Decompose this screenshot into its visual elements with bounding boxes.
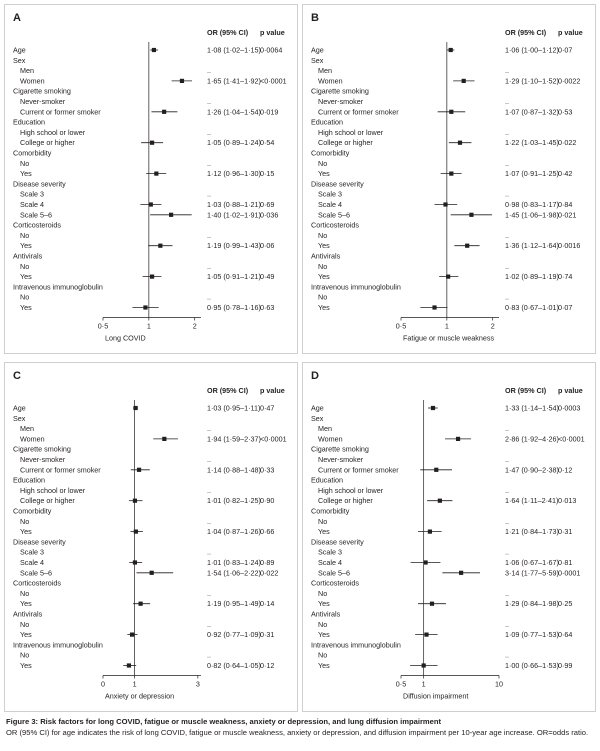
- row-or: 0·98 (0·83–1·17): [505, 200, 559, 209]
- row-label: Yes: [20, 272, 32, 282]
- row-label: College or higher: [20, 496, 75, 506]
- row-label: Scale 5–6: [318, 210, 350, 220]
- estimate-marker: [430, 602, 434, 606]
- forest-plot-b: [303, 5, 597, 355]
- row-label: Corticosteroids: [13, 578, 61, 588]
- row-or: 1·08 (1·02–1·15): [207, 45, 261, 55]
- x-tick-label: 0: [101, 679, 105, 689]
- row-p-value: 0·64: [558, 630, 573, 640]
- row-label: Corticosteroids: [311, 220, 359, 230]
- row-or: 1·65 (1·41–1·92): [207, 76, 261, 86]
- row-or: 1·12 (0·96–1·30): [207, 169, 261, 179]
- row-or: ..: [207, 424, 211, 434]
- row-or: ..: [505, 292, 509, 302]
- row-or: 1·01 (0·83–1·24): [207, 558, 261, 567]
- panel-d: [302, 362, 596, 712]
- row-label: Comorbidity: [311, 148, 350, 158]
- row-or: ..: [505, 619, 509, 629]
- row-p-value: 0·06: [260, 241, 275, 251]
- estimate-marker: [428, 530, 432, 534]
- x-axis-label: Anxiety or depression: [105, 691, 175, 701]
- row-p-value: 0·63: [260, 303, 275, 312]
- panel-b: [302, 4, 596, 354]
- row-label: Scale 5–6: [318, 568, 350, 578]
- header-p: p value: [260, 28, 285, 37]
- row-or: 1·03 (0·95–1·11): [207, 403, 261, 413]
- row-label: Men: [20, 424, 34, 434]
- row-label: No: [318, 292, 328, 302]
- x-tick-label: 2: [490, 321, 495, 331]
- figure-note: OR (95% CI) for age indicates the risk of long COVID, fatigue or muscle weakness, anxiety or depression, and diffusion impairment per 10-year age increase. OR=odds ratio.: [6, 728, 589, 737]
- row-or: ..: [207, 158, 211, 168]
- row-or: 1·01 (0·82–1·25): [207, 496, 261, 506]
- row-label: Education: [311, 117, 343, 127]
- forest-plot-d: [303, 363, 597, 713]
- row-p-value: 0·0003: [558, 403, 581, 413]
- row-or: 1·07 (0·91–1·25): [505, 169, 559, 179]
- row-label: Yes: [318, 272, 330, 282]
- row-label: Corticosteroids: [13, 220, 61, 230]
- x-tick-label: 2: [192, 321, 197, 331]
- row-label: Current or former smoker: [20, 465, 101, 475]
- row-or: 1·29 (0·84–1·98): [505, 599, 559, 609]
- row-or: 1·33 (1·14–1·54): [505, 403, 559, 413]
- row-label: Corticosteroids: [311, 578, 359, 588]
- row-label: Sex: [13, 55, 26, 65]
- estimate-marker: [149, 202, 153, 206]
- row-p-value: 0·90: [260, 496, 275, 506]
- row-or: ..: [207, 127, 211, 137]
- row-label: No: [20, 619, 30, 629]
- row-or: ..: [505, 66, 509, 76]
- row-or: 3·14 (1·77–5·59): [505, 568, 559, 578]
- row-or: 0·92 (0·77–1·09): [207, 630, 261, 640]
- row-label: Yes: [20, 527, 32, 537]
- row-label: Antivirals: [13, 251, 43, 261]
- row-or: ..: [207, 650, 211, 660]
- row-label: Education: [13, 117, 45, 127]
- row-p-value: <0·0001: [260, 76, 287, 86]
- row-label: Scale 3: [20, 189, 44, 199]
- row-label: Scale 4: [318, 200, 342, 209]
- estimate-marker: [431, 406, 435, 410]
- row-or: 0·83 (0·67–1·01): [505, 303, 559, 312]
- row-or: 1·47 (0·90–2·38): [505, 465, 559, 475]
- row-p-value: 0·15: [260, 169, 275, 179]
- row-p-value: 0·81: [558, 558, 573, 567]
- panel-letter: B: [311, 12, 319, 24]
- row-label: Age: [311, 403, 324, 413]
- estimate-marker: [134, 530, 138, 534]
- row-label: No: [318, 588, 328, 598]
- row-label: Women: [20, 434, 45, 444]
- estimate-marker: [137, 468, 141, 472]
- panel-a: [4, 4, 298, 354]
- caption-title-line: [6, 716, 596, 727]
- estimate-marker: [133, 560, 137, 564]
- estimate-marker: [162, 110, 166, 114]
- row-or: ..: [505, 455, 509, 464]
- row-or: ..: [207, 261, 211, 271]
- row-label: Antivirals: [311, 609, 341, 619]
- row-or: 1·04 (0·87–1·26): [207, 527, 261, 537]
- row-or: ..: [207, 230, 211, 240]
- row-label: No: [318, 158, 328, 168]
- row-label: Yes: [20, 599, 32, 609]
- row-or: 1·06 (0·67–1·67): [505, 558, 559, 567]
- row-p-value: 0·013: [558, 496, 577, 506]
- row-label: Disease severity: [311, 179, 364, 189]
- forest-plot-a: [5, 5, 299, 355]
- estimate-marker: [143, 305, 147, 309]
- row-label: Women: [318, 76, 343, 86]
- row-or: 1·05 (0·91–1·21): [207, 272, 261, 282]
- row-label: Yes: [318, 303, 330, 312]
- row-or: ..: [207, 547, 211, 557]
- row-label: No: [318, 516, 328, 526]
- row-or: ..: [207, 455, 211, 464]
- row-label: Men: [20, 66, 34, 76]
- row-label: Scale 5–6: [20, 568, 52, 578]
- row-label: Never-smoker: [318, 455, 364, 464]
- row-p-value: 0·42: [558, 169, 573, 179]
- row-p-value: 0·31: [260, 630, 275, 640]
- row-label: Men: [318, 424, 332, 434]
- row-label: Never-smoker: [318, 97, 364, 106]
- row-p-value: 0·019: [260, 107, 279, 117]
- row-or: 2·86 (1·92–4·26): [505, 434, 559, 444]
- row-or: 1·54 (1·06–2·22): [207, 568, 261, 578]
- row-p-value: 0·54: [260, 138, 275, 148]
- panel-letter: D: [311, 370, 319, 382]
- header-or: OR (95% CI): [207, 386, 249, 395]
- header-or: OR (95% CI): [505, 28, 547, 37]
- row-label: No: [20, 261, 30, 271]
- row-p-value: 0·25: [558, 599, 573, 609]
- row-label: Yes: [318, 661, 330, 670]
- row-or: ..: [505, 189, 509, 199]
- row-or: ..: [505, 127, 509, 137]
- row-or: 1·00 (0·66–1·53): [505, 661, 559, 670]
- row-p-value: 0·12: [260, 661, 275, 670]
- row-or: 1·02 (0·89–1·19): [505, 272, 559, 282]
- row-label: Women: [20, 76, 45, 86]
- row-p-value: 0·12: [558, 465, 573, 475]
- estimate-marker: [422, 663, 426, 667]
- row-label: Yes: [318, 527, 330, 537]
- row-label: Antivirals: [13, 609, 43, 619]
- estimate-marker: [456, 437, 460, 441]
- row-label: Scale 4: [20, 558, 44, 567]
- row-or: 1·45 (1·06–1·98): [505, 210, 559, 220]
- row-label: No: [20, 158, 30, 168]
- row-label: Age: [311, 45, 324, 55]
- row-label: Intravenous immunoglobulin: [13, 640, 103, 650]
- row-p-value: 0·99: [558, 661, 573, 670]
- x-tick-label: 1: [146, 321, 151, 331]
- row-label: Yes: [318, 630, 330, 640]
- row-label: No: [318, 230, 328, 240]
- row-label: High school or lower: [20, 485, 86, 495]
- row-label: Disease severity: [13, 537, 66, 547]
- estimate-marker: [154, 172, 158, 176]
- estimate-marker: [465, 244, 469, 248]
- row-or: 1·14 (0·88–1·48): [207, 465, 261, 475]
- header-p: p value: [558, 386, 583, 395]
- row-label: Current or former smoker: [20, 107, 101, 117]
- row-label: Age: [13, 403, 26, 413]
- row-label: Education: [311, 475, 343, 485]
- row-p-value: 0·0016: [558, 241, 581, 251]
- row-or: 1·07 (0·87–1·32): [505, 107, 559, 117]
- row-label: Comorbidity: [13, 148, 52, 158]
- row-or: 1·40 (1·02–1·91): [207, 210, 261, 220]
- estimate-marker: [180, 79, 184, 83]
- row-p-value: 0·14: [260, 599, 275, 609]
- row-or: ..: [505, 158, 509, 168]
- forest-plot-c: [5, 363, 299, 713]
- row-or: ..: [505, 650, 509, 660]
- estimate-marker: [152, 48, 156, 52]
- x-tick-label: 0·5: [395, 679, 407, 689]
- estimate-marker: [158, 244, 162, 248]
- row-label: No: [20, 588, 30, 598]
- x-axis-label: Fatigue or muscle weakness: [403, 333, 495, 343]
- estimate-marker: [133, 499, 137, 503]
- row-label: Scale 5–6: [20, 210, 52, 220]
- row-or: 1·05 (0·89–1·24): [207, 138, 261, 148]
- row-label: Comorbidity: [311, 506, 350, 516]
- row-label: Disease severity: [311, 537, 364, 547]
- row-p-value: 0·0001: [558, 568, 581, 578]
- row-p-value: 0·036: [260, 210, 279, 220]
- row-or: 1·22 (1·03–1·45): [505, 138, 559, 148]
- row-label: Comorbidity: [13, 506, 52, 516]
- x-axis-label: Long COVID: [105, 333, 146, 343]
- row-or: 1·26 (1·04–1·54): [207, 107, 261, 117]
- row-or: ..: [207, 588, 211, 598]
- row-label: No: [20, 516, 30, 526]
- row-or: ..: [207, 292, 211, 302]
- row-or: ..: [207, 619, 211, 629]
- row-label: Current or former smoker: [318, 465, 399, 475]
- row-p-value: 0·0022: [558, 76, 581, 86]
- row-label: No: [20, 292, 30, 302]
- figure-caption: [6, 716, 596, 738]
- row-or: 1·29 (1·10–1·52): [505, 76, 559, 86]
- estimate-marker: [424, 633, 428, 637]
- estimate-marker: [130, 633, 134, 637]
- row-label: Never-smoker: [20, 97, 66, 106]
- figure-title: Risk factors for long COVID, fatigue or muscle weakness, anxiety or depression, and lung diffusion impairment: [40, 717, 442, 726]
- row-label: Yes: [20, 630, 32, 640]
- row-or: 1·06 (1·00–1·12): [505, 45, 559, 55]
- row-label: Intravenous immunoglobulin: [311, 640, 401, 650]
- row-label: Cigarette smoking: [311, 444, 369, 454]
- row-or: ..: [207, 66, 211, 76]
- panel-c: [4, 362, 298, 712]
- row-label: No: [20, 650, 30, 660]
- header-p: p value: [260, 386, 285, 395]
- row-p-value: 0·49: [260, 272, 275, 282]
- row-label: Intravenous immunoglobulin: [13, 282, 103, 292]
- row-label: Current or former smoker: [318, 107, 399, 117]
- row-label: Yes: [318, 241, 330, 251]
- header-or: OR (95% CI): [505, 386, 547, 395]
- x-tick-label: 1: [421, 679, 426, 689]
- row-p-value: 0·07: [558, 303, 573, 312]
- row-p-value: 0·07: [558, 45, 573, 55]
- x-tick-label: 10: [495, 679, 503, 689]
- x-tick-label: 1: [444, 321, 449, 331]
- header-or: OR (95% CI): [207, 28, 249, 37]
- x-axis-label: Diffusion impairment: [403, 691, 469, 701]
- row-label: Scale 3: [318, 189, 342, 199]
- row-p-value: <0·0001: [558, 434, 585, 444]
- row-label: Yes: [318, 599, 330, 609]
- row-label: Yes: [20, 303, 32, 312]
- row-or: ..: [207, 485, 211, 495]
- header-p: p value: [558, 28, 583, 37]
- row-label: High school or lower: [318, 485, 384, 495]
- row-label: Education: [13, 475, 45, 485]
- row-label: No: [318, 261, 328, 271]
- row-or: ..: [505, 424, 509, 434]
- row-label: Cigarette smoking: [13, 86, 71, 96]
- row-label: Women: [318, 434, 343, 444]
- row-label: Yes: [20, 241, 32, 251]
- row-or: 1·36 (1·12–1·64): [505, 241, 559, 251]
- row-p-value: 0·53: [558, 107, 573, 117]
- row-p-value: 0·022: [558, 138, 577, 148]
- row-label: Yes: [20, 169, 32, 179]
- row-label: College or higher: [318, 138, 373, 148]
- row-label: Sex: [311, 413, 324, 423]
- estimate-marker: [438, 499, 442, 503]
- x-tick-label: 1: [132, 679, 137, 689]
- row-or: ..: [207, 97, 211, 106]
- row-p-value: 0·33: [260, 465, 275, 475]
- row-or: ..: [207, 189, 211, 199]
- estimate-marker: [423, 560, 427, 564]
- estimate-marker: [449, 110, 453, 114]
- row-p-value: 0·74: [558, 272, 573, 282]
- row-or: 1·21 (0·84–1·73): [505, 527, 559, 537]
- x-tick-label: 3: [195, 679, 200, 689]
- row-or: ..: [505, 485, 509, 495]
- row-or: ..: [207, 516, 211, 526]
- row-or: ..: [505, 516, 509, 526]
- row-or: ..: [505, 588, 509, 598]
- estimate-marker: [169, 213, 173, 217]
- row-label: No: [318, 619, 328, 629]
- row-label: No: [318, 650, 328, 660]
- row-label: Scale 3: [318, 547, 342, 557]
- x-tick-label: 0·5: [97, 321, 109, 331]
- estimate-marker: [458, 141, 462, 145]
- estimate-marker: [150, 571, 154, 575]
- row-or: ..: [505, 547, 509, 557]
- row-label: Antivirals: [311, 251, 341, 261]
- estimate-marker: [127, 663, 131, 667]
- row-or: 1·09 (0·77–1·53): [505, 630, 559, 640]
- row-label: Sex: [311, 55, 324, 65]
- estimate-marker: [446, 275, 450, 279]
- row-label: College or higher: [318, 496, 373, 506]
- estimate-marker: [139, 602, 143, 606]
- row-p-value: 0·31: [558, 527, 573, 537]
- row-or: 1·64 (1·11–2·41): [505, 496, 559, 506]
- row-or: 1·03 (0·88–1·21): [207, 200, 261, 209]
- row-or: 0·95 (0·78–1·16): [207, 303, 261, 312]
- row-label: No: [20, 230, 30, 240]
- row-p-value: 0·021: [558, 210, 577, 220]
- row-p-value: 0·66: [260, 527, 275, 537]
- estimate-marker: [449, 172, 453, 176]
- row-label: Disease severity: [13, 179, 66, 189]
- row-label: Age: [13, 45, 26, 55]
- row-label: Yes: [20, 661, 32, 670]
- row-label: Cigarette smoking: [311, 86, 369, 96]
- row-or: 1·19 (0·99–1·43): [207, 241, 261, 251]
- row-or: 1·94 (1·59–2·37): [207, 434, 261, 444]
- row-label: Intravenous immunoglobulin: [311, 282, 401, 292]
- row-label: High school or lower: [318, 127, 384, 137]
- figure-label: Figure 3:: [6, 717, 39, 726]
- panel-letter: C: [13, 370, 21, 382]
- row-p-value: 0·89: [260, 558, 275, 567]
- row-label: Scale 4: [20, 200, 44, 209]
- row-or: ..: [505, 97, 509, 106]
- row-label: Scale 4: [318, 558, 342, 567]
- row-p-value: 0·022: [260, 568, 279, 578]
- row-label: Cigarette smoking: [13, 444, 71, 454]
- x-tick-label: 0·5: [395, 321, 407, 331]
- row-label: Men: [318, 66, 332, 76]
- row-p-value: <0·0001: [260, 434, 287, 444]
- row-p-value: 0·69: [260, 200, 275, 209]
- estimate-marker: [434, 468, 438, 472]
- row-or: 0·82 (0·64–1·05): [207, 661, 261, 670]
- estimate-marker: [469, 213, 473, 217]
- row-or: ..: [505, 230, 509, 240]
- estimate-marker: [133, 406, 137, 410]
- estimate-marker: [150, 275, 154, 279]
- estimate-marker: [432, 305, 436, 309]
- panel-letter: A: [13, 12, 21, 24]
- row-p-value: 0·47: [260, 403, 275, 413]
- estimate-marker: [162, 437, 166, 441]
- row-label: High school or lower: [20, 127, 86, 137]
- row-label: Never-smoker: [20, 455, 66, 464]
- row-or: ..: [505, 261, 509, 271]
- row-label: Yes: [318, 169, 330, 179]
- estimate-marker: [449, 48, 453, 52]
- estimate-marker: [459, 571, 463, 575]
- row-label: Sex: [13, 413, 26, 423]
- row-p-value: 0·84: [558, 200, 573, 209]
- estimate-marker: [462, 79, 466, 83]
- row-or: 1·19 (0·95–1·49): [207, 599, 261, 609]
- estimate-marker: [150, 141, 154, 145]
- row-p-value: 0·0064: [260, 45, 283, 55]
- estimate-marker: [443, 202, 447, 206]
- row-label: College or higher: [20, 138, 75, 148]
- row-label: Scale 3: [20, 547, 44, 557]
